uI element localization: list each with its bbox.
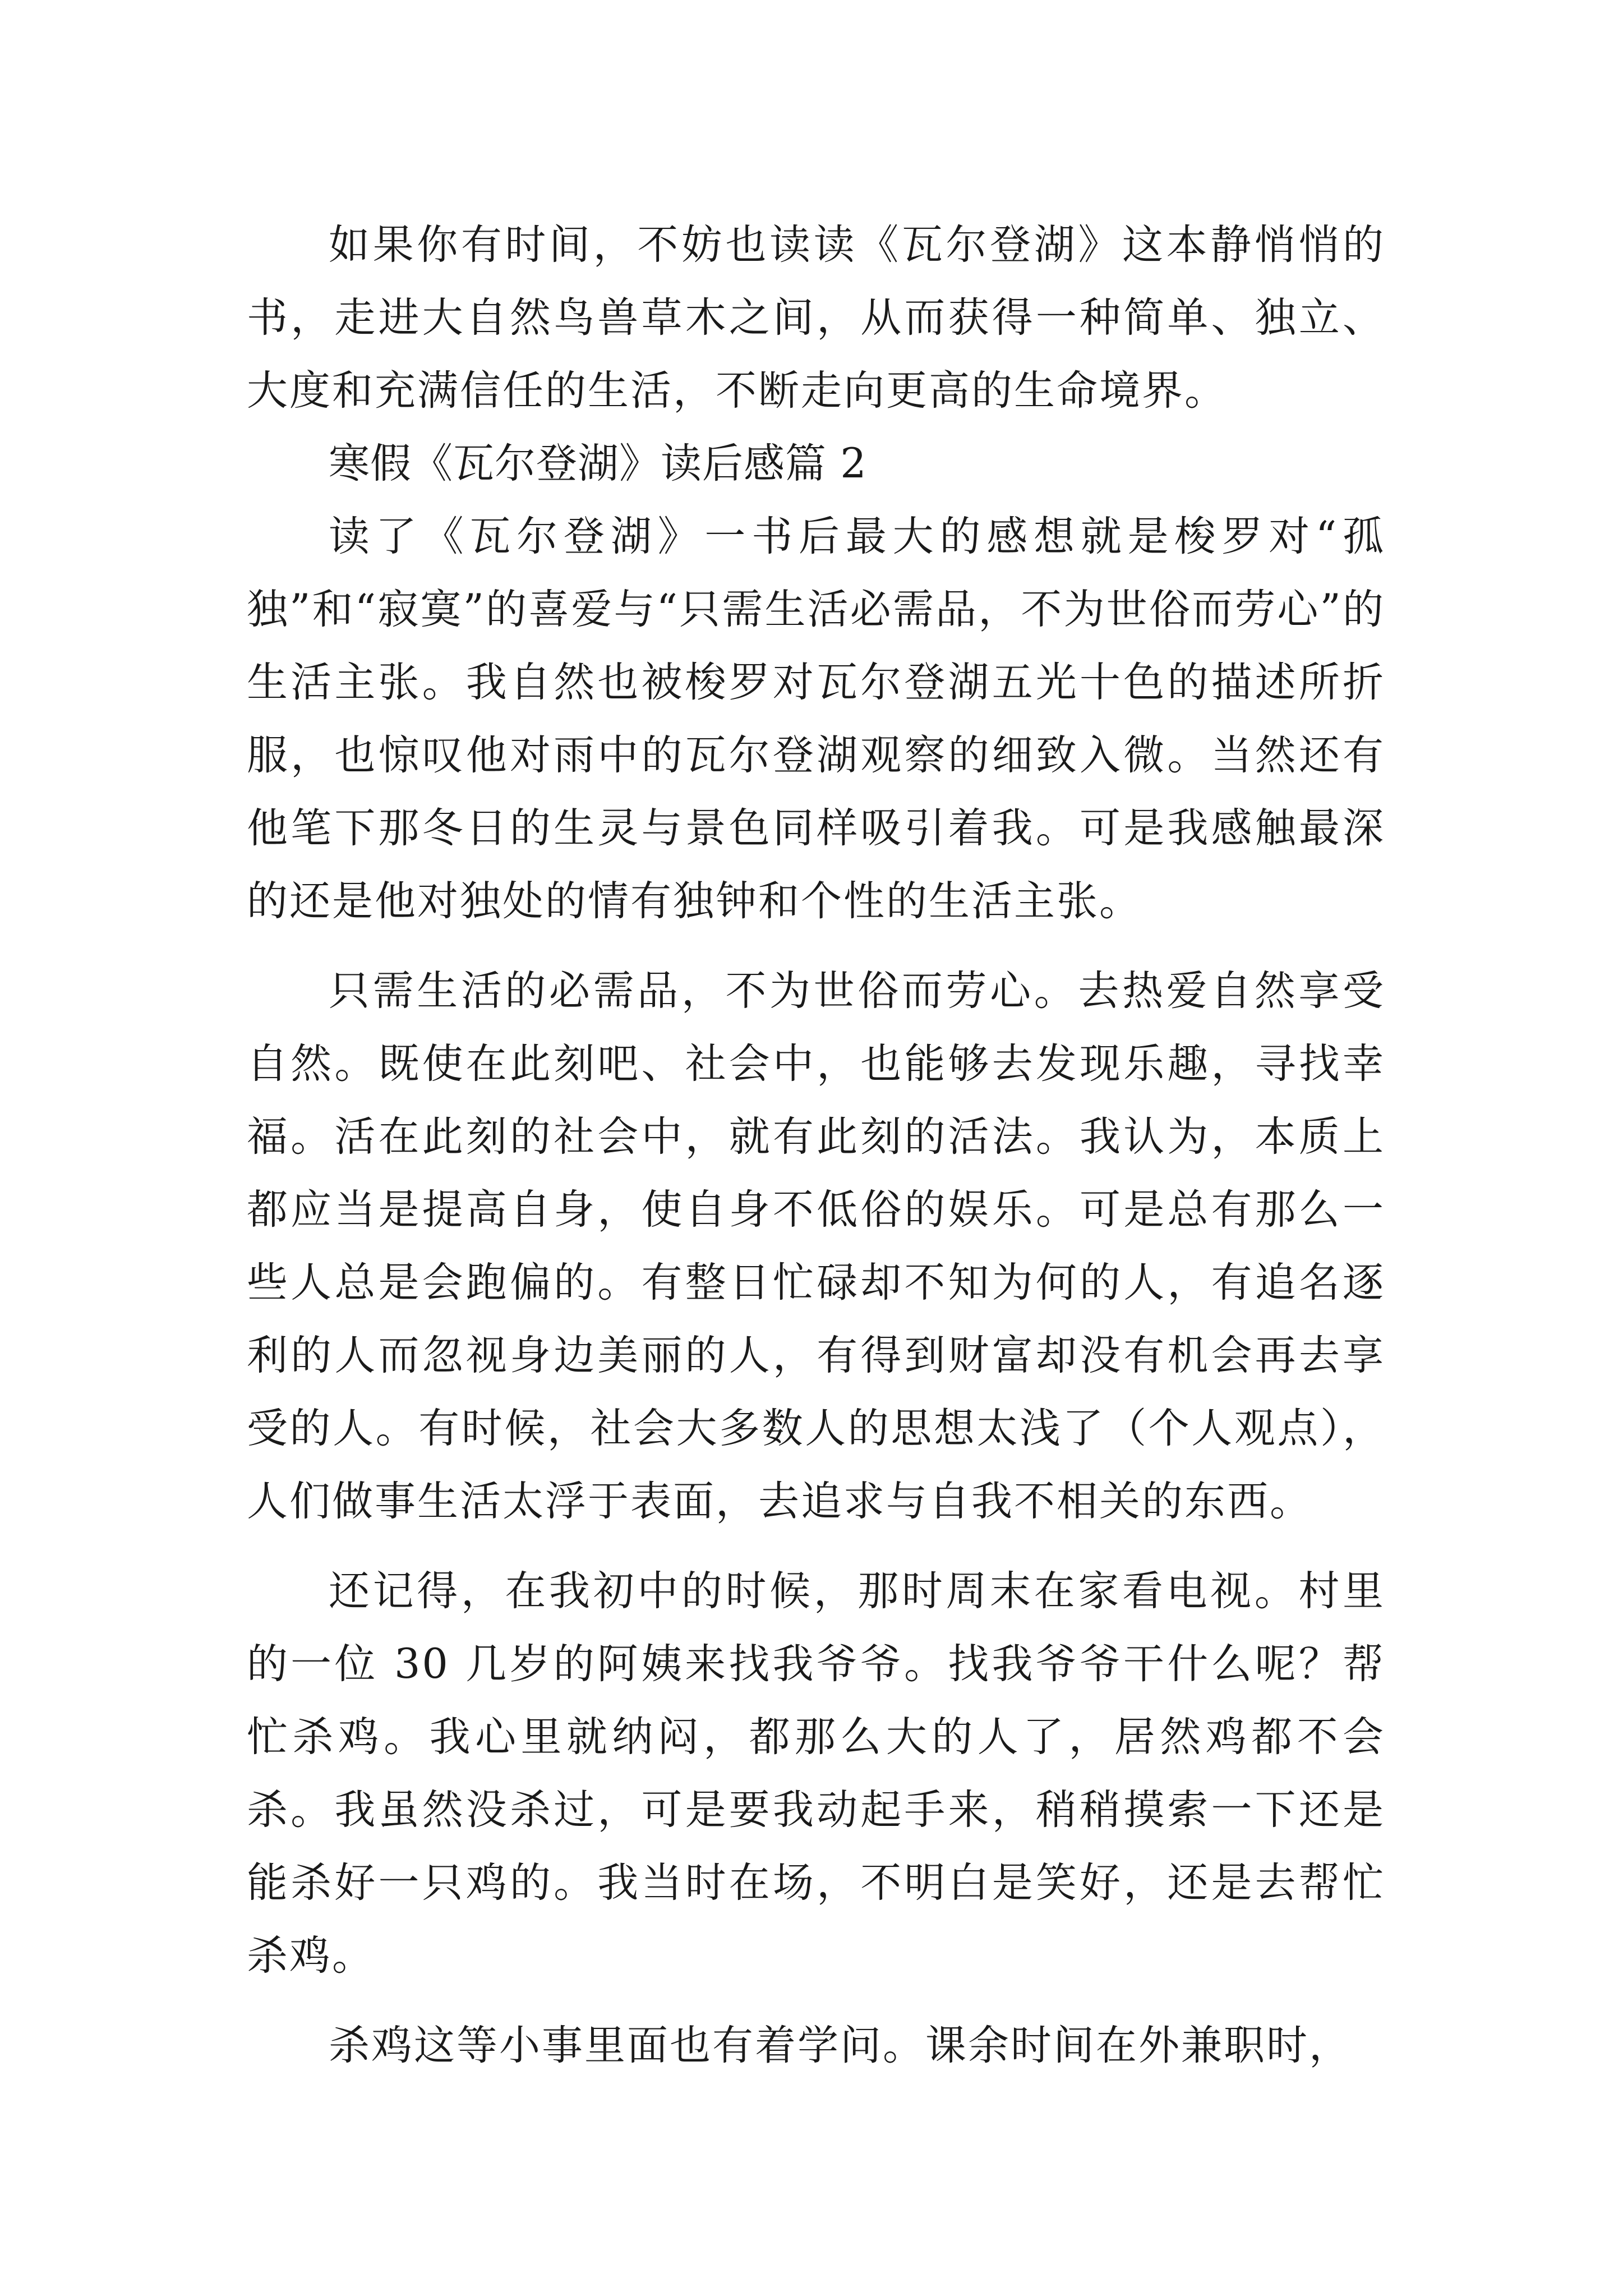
section-heading: 寒假《瓦尔登湖》读后感篇 2 (329, 440, 867, 487)
paragraph-2: 只需生活的必需品，不为世俗而劳心。去热爱自然享受自然。既使在此刻吧、社会中，也能够去发现乐趣，寻找幸福。活在此刻的社会中，就有此刻的活法。我认为，本质上都应当是提高自身，使自身不低俗的娱乐。可是总有那么一些人总是会跑偏的。有整日忙碌却不知为何的人，有追名逐利的人而忽视身边美丽的人，有得到财富却没有机会再去享受的人。有时候，社会大多数人的思想太浅了（个人观点），人们做事生活太浮于表面，去追求与自我不相关的东西。 (247, 967, 1385, 1525)
paragraph-3: 还记得，在我初中的时候，那时周末在家看电视。村里的一位 30 几岁的阿姨来找我爷爷。找我爷爷干什么呢？帮忙杀鸡。我心里就纳闷，都那么大的人了，居然鸡都不会杀。我虽然没杀过，可是要我动起手来，稍稍摸索一下还是能杀好一只鸡的。我当时在场，不明白是笑好，还是去帮忙杀鸡。 (247, 1567, 1385, 1980)
document-body (247, 209, 1385, 2082)
paragraph-intro: 如果你有时间，不妨也读读《瓦尔登湖》这本静悄悄的书，走进大自然鸟兽草木之间，从而获得一种简单、独立、大度和充满信任的生活，不断走向更高的生命境界。 (247, 221, 1385, 415)
paragraph-1: 读了《瓦尔登湖》一书后最大的感想就是梭罗对“孤独”和“寂寞”的喜爱与“只需生活必需品，不为世俗而劳心”的生活主张。我自然也被梭罗对瓦尔登湖五光十色的描述所折服，也惊叹他对雨中的瓦尔登湖观察的细致入微。当然还有他笔下那冬日的生灵与景色同样吸引着我。可是我感触最深的还是他对独处的情有独钟和个性的生活主张。 (247, 513, 1385, 925)
paragraph-4: 杀鸡这等小事里面也有着学问。课余时间在外兼职时， (329, 2022, 1352, 2069)
